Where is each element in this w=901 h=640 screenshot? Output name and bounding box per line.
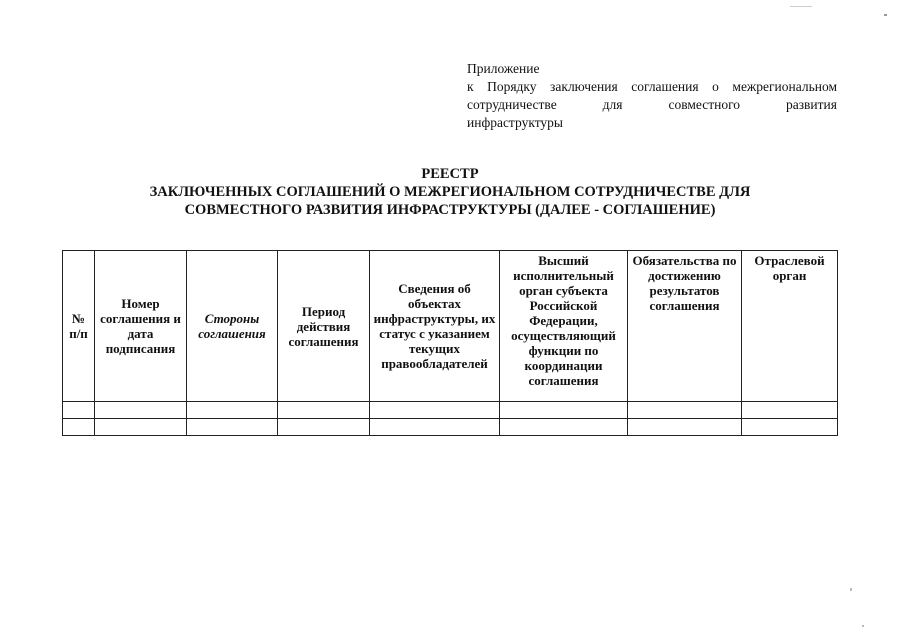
- scan-speck: [862, 625, 864, 627]
- table-cell[interactable]: [95, 419, 187, 436]
- appendix-line-3: инфраструктуры: [467, 115, 563, 130]
- document-title: [130, 165, 770, 219]
- table-cell[interactable]: [370, 402, 500, 419]
- table-cell[interactable]: [187, 402, 278, 419]
- header-executive-body: Высший исполнительный орган субъекта Российской Федерации, осуществляющий функции по координации соглашения: [500, 251, 628, 402]
- header-obligations: Обязательства по достижению результатов соглашения: [628, 251, 742, 402]
- appendix-line-2: к Порядку заключения соглашения о межрегиональном сотрудничестве для совместного развития: [467, 79, 837, 112]
- appendix-note: [467, 60, 837, 132]
- header-infrastructure-info: Сведения об объектах инфраструктуры, их статус с указанием текущих правообладателей: [370, 251, 500, 402]
- table-cell[interactable]: [278, 402, 370, 419]
- scan-speck: [884, 14, 887, 16]
- title-line-1: РЕЕСТР: [421, 166, 479, 182]
- scan-speck: [790, 6, 812, 7]
- table-cell[interactable]: [63, 419, 95, 436]
- table-cell[interactable]: [370, 419, 500, 436]
- header-industry-body: Отраслевой орган: [742, 251, 838, 402]
- appendix-line-1: Приложение: [467, 61, 540, 76]
- table-cell[interactable]: [500, 419, 628, 436]
- table-cell[interactable]: [742, 419, 838, 436]
- registry-table: [62, 250, 838, 436]
- table-cell[interactable]: [500, 402, 628, 419]
- table-cell[interactable]: [278, 419, 370, 436]
- scan-speck: [850, 588, 852, 591]
- header-number: № п/п: [63, 251, 95, 402]
- table-cell[interactable]: [187, 419, 278, 436]
- title-line-3: СОВМЕСТНОГО РАЗВИТИЯ ИНФРАСТРУКТУРЫ (ДАЛЕЕ - СОГЛАШЕНИЕ): [184, 202, 716, 218]
- table-cell[interactable]: [95, 402, 187, 419]
- table-row: [63, 402, 838, 419]
- table-row: [63, 419, 838, 436]
- header-parties: Стороны соглашения: [187, 251, 278, 402]
- title-line-2: ЗАКЛЮЧЕННЫХ СОГЛАШЕНИЙ О МЕЖРЕГИОНАЛЬНОМ СОТРУДНИЧЕСТВЕ ДЛЯ: [149, 184, 751, 200]
- table-cell[interactable]: [628, 402, 742, 419]
- table-header-row: [63, 251, 838, 402]
- header-period: Период действия соглашения: [278, 251, 370, 402]
- header-agreement-number-date: Номер соглашения и дата подписания: [95, 251, 187, 402]
- table-cell[interactable]: [742, 402, 838, 419]
- table-cell[interactable]: [63, 402, 95, 419]
- table-cell[interactable]: [628, 419, 742, 436]
